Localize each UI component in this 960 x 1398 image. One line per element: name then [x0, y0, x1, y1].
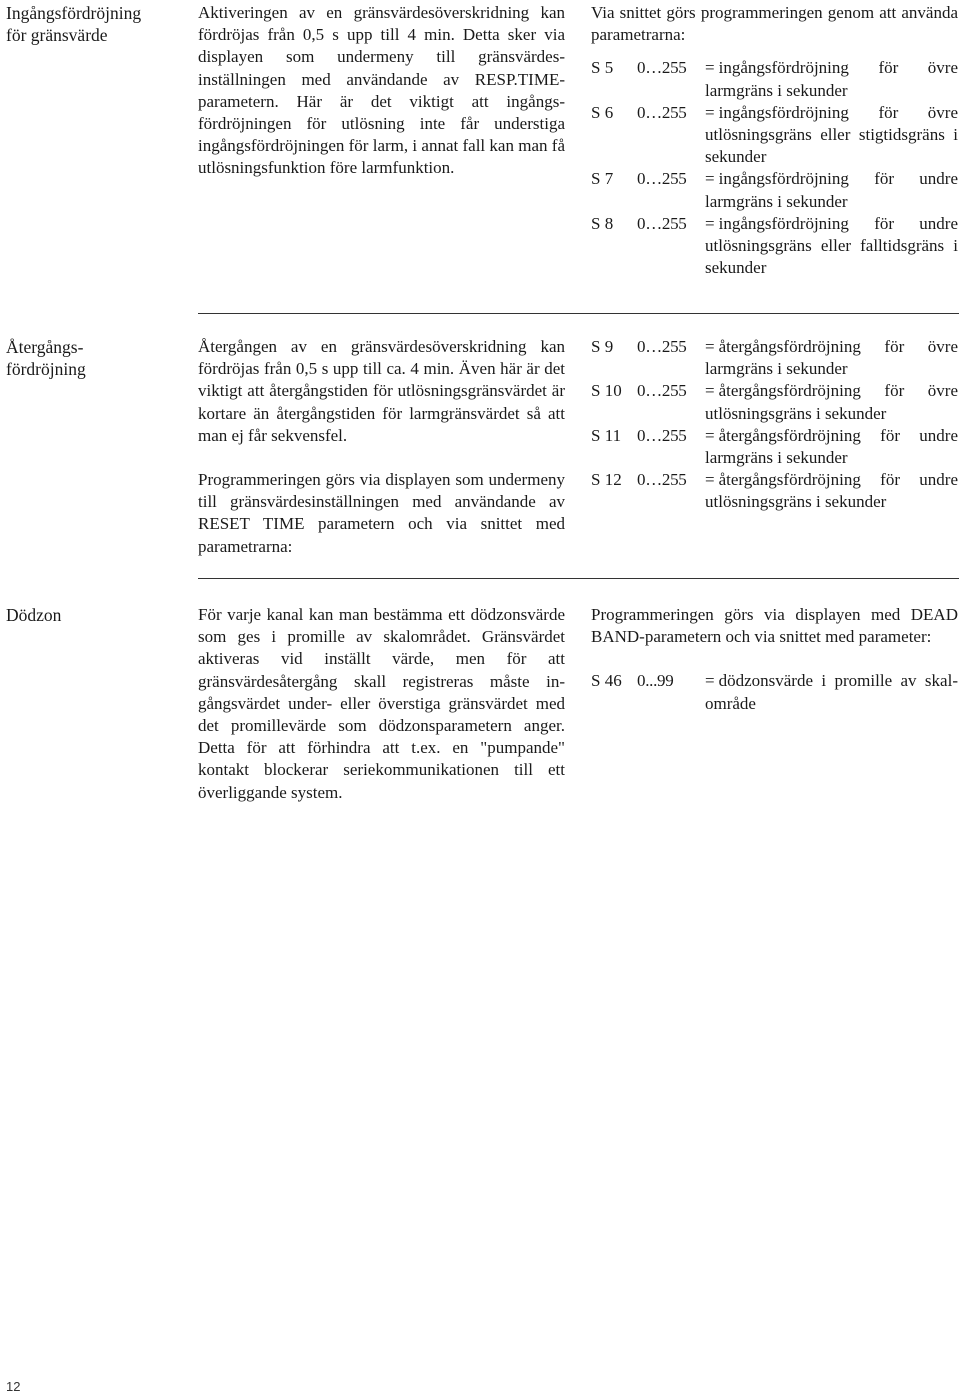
parameter-description — [705, 102, 958, 169]
parameter-code: S 46 — [591, 671, 622, 691]
parameter-equals: = — [705, 470, 715, 490]
parameter-range: 0...99 — [637, 671, 674, 691]
parameter-code: S 6 — [591, 102, 614, 122]
parameter-column — [591, 336, 958, 514]
parameter-text: dödzonsvärde i promille av skalområde — [705, 671, 958, 713]
parameter-text: återgångsfördröjning för övre larmgräns i sekunder — [705, 337, 958, 379]
section-label-line: Ingångsfördröjning — [6, 3, 142, 23]
parameter-row — [591, 670, 958, 714]
parameter-description — [705, 380, 958, 424]
section-divider — [198, 313, 959, 314]
parameter-equals: = — [705, 213, 715, 233]
parameter-equals: = — [705, 169, 715, 189]
parameter-code: S 8 — [591, 213, 614, 233]
parameter-column — [591, 604, 958, 715]
parameter-description — [705, 336, 958, 380]
section-label — [6, 604, 186, 626]
parameter-range: 0…255 — [637, 337, 687, 356]
parameter-text: återgångsfördröjning för undre utlösningsgräns i sekunder — [705, 470, 958, 512]
parameter-code: S 10 — [591, 381, 622, 401]
section-label-line: för gränsvärde — [6, 25, 108, 45]
parameter-equals: = — [705, 102, 715, 122]
body-paragraph: Aktiveringen av en gränsvärdesöverskridning kan fördröjas från 0,5 s upp till 4 min. Detta sker via displayen som undermeny till gränsvärdesinställningen med användande av RESP.TIME-parametern. Här är det viktigt att ingångsfördröjningen för utlösning inte får understiga ingångsfördröjningen för larm, i annat fall kan man få utlösningsfunktion före larmfunktion. — [198, 3, 565, 178]
parameter-range: 0…255 — [637, 470, 687, 490]
parameter-text: ingångsfördröjning för övre utlösningsgräns eller stigtidsgräns i sekunder — [705, 102, 958, 167]
parameter-row — [591, 102, 958, 169]
parameter-intro: Programmeringen görs via displayen med DEAD BAND-parametern och via snittet med parameter: — [591, 605, 958, 647]
parameter-range: 0…255 — [637, 169, 687, 189]
section-body — [198, 336, 565, 580]
parameter-text: återgångsfördröjning för undre larmgräns i sekunder — [705, 425, 958, 468]
section-label — [6, 336, 186, 380]
section-label-line: Dödzon — [6, 605, 62, 625]
parameter-description — [705, 57, 958, 101]
parameter-range: 0…255 — [637, 58, 687, 78]
parameter-range: 0…255 — [637, 102, 687, 122]
parameter-intro: Via snittet görs programmeringen genom att använda parametrarna: — [591, 3, 958, 45]
parameter-text: ingångsfördröjning för övre larmgräns i sekunder — [705, 58, 958, 100]
parameter-description — [705, 213, 958, 280]
parameter-range: 0…255 — [637, 381, 687, 401]
section-label-line: fördröjning — [6, 359, 86, 379]
parameter-equals: = — [705, 425, 715, 445]
parameter-text: ingångsfördröjning för undre utlösningsgräns eller falltidsgräns i sekunder — [705, 213, 958, 278]
parameter-row — [591, 336, 958, 380]
section-label-line: Återgångs- — [6, 337, 84, 357]
parameter-column — [591, 2, 958, 279]
parameter-row — [591, 213, 958, 280]
page-number: 12 — [6, 1379, 21, 1394]
parameter-row — [591, 57, 958, 101]
body-paragraph: Programmeringen görs via displayen som undermeny till gränsvärdesinställningen med användande av RESET TIME parametern och via snittet med parametrarna: — [198, 470, 565, 556]
parameter-row — [591, 168, 958, 212]
parameter-equals: = — [705, 58, 715, 78]
parameter-equals: = — [705, 671, 715, 691]
parameter-code: S 12 — [591, 470, 622, 490]
section-body — [198, 604, 565, 826]
parameter-equals: = — [705, 381, 715, 401]
parameter-code: S 9 — [591, 337, 614, 356]
parameter-row — [591, 380, 958, 424]
parameter-code: S 11 — [591, 425, 622, 445]
parameter-row — [591, 425, 958, 469]
parameter-equals: = — [705, 337, 715, 356]
section-divider — [198, 578, 959, 579]
parameter-range: 0…255 — [637, 425, 687, 445]
parameter-description — [705, 670, 958, 714]
body-paragraph: Återgången av en gränsvärdesöverskridning kan fördröjas från 0,5 s upp till ca. 4 min. Även här är det viktigt att återgångstiden för utlösningsgränsvärdet är kortare än återgångstiden för larmgränsvärdet så att man ej får sekvensfel. — [198, 337, 565, 445]
parameter-description — [705, 469, 958, 513]
parameter-code: S 5 — [591, 58, 614, 78]
section-body — [198, 2, 565, 202]
parameter-code: S 7 — [591, 169, 614, 189]
parameter-description — [705, 425, 958, 469]
parameter-row — [591, 469, 958, 513]
parameter-text: återgångsfördröjning för övre utlösningsgräns i sekunder — [705, 381, 958, 423]
parameter-text: ingångsfördröjning för undre larmgräns i sekunder — [705, 169, 958, 211]
parameter-description — [705, 168, 958, 212]
parameter-range: 0…255 — [637, 213, 687, 233]
section-label — [6, 2, 186, 46]
body-paragraph: För varje kanal kan man bestämma ett dödzonsvärde som ges i promille av skalområdet. Gränsvärdet aktiveras vid inställt värde, men för att gränsvärdesåtergång skall registreras måste ingångsvärdet under- eller överstiga gränsvärdet med det promillevärde som dödzonsparametern anger. Detta för att förhindra att t.ex. en "pumpande" kontakt blockerar seriekommunikationen till ett överliggande system. — [198, 605, 565, 802]
